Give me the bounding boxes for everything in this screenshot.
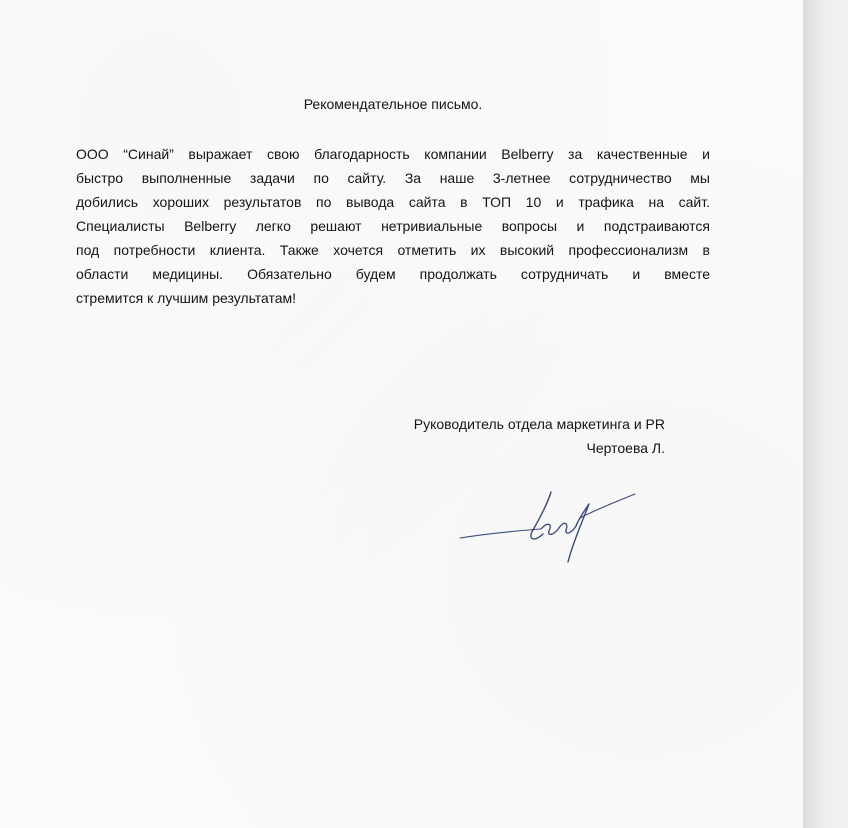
letter-body-line: области медицины. Обязательно будем продолжать сотрудничать и вместе [76, 266, 710, 282]
letter-title: Рекомендательное письмо. [303, 96, 483, 112]
letter-body-line: добились хороших результатов по вывода сайта в ТОП 10 и трафика на сайт. [76, 194, 710, 210]
letter-body-line: Специалисты Belberry легко решают нетривиальные вопросы и подстраиваются [76, 218, 710, 234]
signatory-name: Чертоева Л. [586, 440, 665, 456]
page-edge-shadow [803, 0, 848, 828]
signatory-position: Руководитель отдела маркетинга и PR [413, 416, 665, 432]
signature-icon [455, 482, 645, 567]
letter-body [76, 142, 710, 310]
letter-body-line: под потребности клиента. Также хочется отметить их высокий профессионализм в [76, 242, 710, 258]
signature-block [414, 412, 665, 460]
letter-body-line: стремится к лучшим результатам! [76, 290, 297, 306]
letter-body-line: быстро выполненные задачи по сайту. За наше 3-летнее сотрудничество мы [76, 170, 710, 186]
letter-body-line: ООО “Синай” выражает свою благодарность компании Belberry за качественные и [76, 146, 710, 162]
